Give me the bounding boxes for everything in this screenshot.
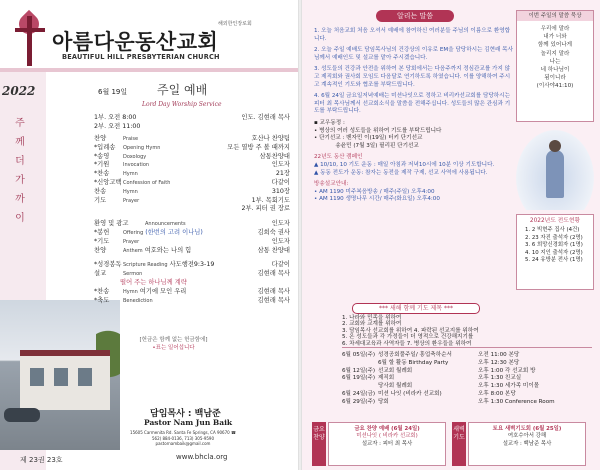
order-row: 찬양 Anthem 여호와는 나의 힘 삼통 찬양대 <box>94 246 290 254</box>
cross-logo-icon <box>10 10 50 66</box>
order-of-service <box>94 135 290 305</box>
verse-text: 우리에 말라 내가 너와 함께 있어나게 놀리지 말라 나는 네 하나님이 됨이니라 (이사야41:10) <box>536 26 574 90</box>
order-row: *기도 Prayer 인도자 <box>94 237 290 245</box>
issue-number: 제 23권 23호 <box>20 456 63 464</box>
monthly-schedule <box>342 352 582 407</box>
schedule-row: 6월 12일(주) 선교회 월례회 오후 1:00 각 선교회 방 <box>342 367 536 374</box>
order-row: 설교 Sermon 김현래 목사 <box>94 270 290 278</box>
schedule-row: 6월 05일(주) 성경공회풀주일/ 흥업축하순서 오전 11:00 본당 <box>342 352 520 358</box>
announcement-item: 1. 오늘 처음교회 처음 오셔서 예배에 참여하신 여러분들 주님의 이름으로 환영합니다. <box>314 28 511 42</box>
evangelism-item: 2. 23 자진 출석자 (2명) <box>525 234 583 241</box>
schedule-row: 6월 29일(주) 당회 오후 1:30 Conference Room <box>342 398 555 405</box>
order-row: 찬송 Hymn 310장 <box>94 187 290 195</box>
dawn-prayer-tag: 새벽기도 <box>452 422 466 466</box>
announcement-item: 4. 6월 24일 금요일저녁예배는 미션나잇으로 정하고 비리카선교회를 담당하시는 피터 최 목사님께서 선교회소식을 말씀을 전해주십니다. 성도들의 많은 관심과 기도를 부탁드립니다. <box>314 93 511 115</box>
church-header <box>0 0 298 66</box>
church-name-english: BEAUTIFUL HILL PRESBYTERIAN CHURCH <box>62 53 220 61</box>
service-title-english: Lord Day Worship Service <box>142 101 222 108</box>
campaign-item: ▲ 동동 전도가 운동: 참자는 동전을 제작 구제, 선교 사역에 사용됩니다. <box>314 169 488 176</box>
order-row: *봉헌 Offering (한번의 고려 이나님) 김희숙 권사 <box>94 228 290 236</box>
order-row: 기도 Prayer 1부. 목회기도 <box>94 196 290 204</box>
congregation-news-item: 송윤민 (7월 3일) 필리핀 단기선교 <box>314 142 419 149</box>
weekly-meetings <box>302 418 600 470</box>
schedule-row: 당사회 월례회 오후 1:30 세가족 미이몰 <box>378 383 540 390</box>
order-row: *찬송 Hymn 21장 <box>94 170 290 178</box>
evangelism-title: 2022년도 전도현황 <box>529 218 581 224</box>
order-row: *입례송 Opening Hymn 모든 열방 주 볼 때까지 <box>94 143 290 151</box>
service-title: 주일 예배 <box>157 83 208 97</box>
evangelism-status-box <box>516 214 594 290</box>
order-row: *찬송 Hymn 여기에 모인 우리 김현래 목사 <box>94 287 290 295</box>
radio-item: • AM 1190 미주복음방송 / 매주(주일) 오후4:00 <box>314 188 435 195</box>
church-building-photo <box>0 300 120 450</box>
evangelism-item: 3. 6 희망신경회자 (1명) <box>525 242 583 249</box>
radio-title: 방송설교안내: <box>314 181 349 188</box>
bulletin-cover-page <box>0 0 298 470</box>
order-row: 2부. 피터 권 장로 <box>241 205 290 213</box>
announcements-title: 알리는 말씀 <box>376 10 454 22</box>
church-website-link[interactable]: www.bhcla.org <box>176 453 228 461</box>
pastor-name-english: Pastor Nam Jun Baik <box>144 418 233 427</box>
announcements-body <box>314 28 514 210</box>
campaign-item: ▲ 10/10, 10 기도 운동 : 매일 아침과 저녁10시에 10분 이상 기도합니다. <box>314 161 495 168</box>
prayer-topics: 1. 나라와 민족을 위하여 2. 교회와 교계를 위하여 3. 담임목사 선교회를 위하여 4. 파락된 선교지를 위하여 5. 온 성도들과 각 가정들이 더 영적으로 건강해지기를 6. 차세대교육과 사역자들 7. 병상의 환우들을 위하여 <box>342 315 479 347</box>
schedule-divider <box>342 347 592 348</box>
evangelism-item: 5. 24 유방분 전사 (1명) <box>525 257 583 264</box>
evangelism-item: 4. 10 지인 출석자 (2명) <box>525 249 583 256</box>
sermon-title-row: 떨어 주는 하나님께 계략 <box>120 278 187 286</box>
evangelism-item: 1. 2 빅현주 집사 (4건) <box>525 227 580 233</box>
order-row: 찬양 Praise 호산나 찬양팀 <box>94 135 290 142</box>
friday-worship-box: 금요 찬양 예배 (6월 24일) 미션나잇 ( 비라카 선교회) 설교자 : 피터 최 목사 <box>328 422 446 466</box>
radio-item: • AM 1190 생명나무 시간/ 매주(화요일) 오후4:00 <box>314 196 440 203</box>
year-label: 2022 <box>2 84 36 98</box>
schedule-row: 6월 19일(주) 제직회 오후 1:30 친교실 <box>342 375 522 382</box>
campaign-title: 22년도 동산 캠페인 <box>314 154 363 161</box>
dawn-prayer-box: 토요 새벽기도회 (6월 25일) 여호수아서 강해 설교자 : 백남준 목사 <box>468 422 586 466</box>
service-times: 1부. 오전 8:00 인도. 김현래 목사 2부. 오전 11:00 <box>94 114 290 130</box>
announcements-page <box>302 0 600 470</box>
congregation-news-title: ▪ 교우동정 : <box>314 119 345 126</box>
church-address: 15605 Carmenita Rd. Santa Fe Springs, CA 90670 ☎ 562) 884-0136, 713) 305-9590 pastornambaik@gmail.com <box>130 430 236 446</box>
church-name-korean: 아름다운동산교회 <box>52 30 219 54</box>
schedule-row: 6월 할 활동 Birthday Party 오후 12:30 본당 <box>378 359 520 366</box>
friday-worship-tag: 금요찬양 <box>312 422 326 466</box>
praying-figure-illustration <box>516 130 594 210</box>
verse-meditation-box <box>516 10 594 122</box>
announcement-item: 2. 오늘 주일 예배도 담임목사님의 건강상의 이유로 EM을 담당하시는 김현래 목사님께서 예배인도 및 설교를 맡아 주시겠습니다. <box>314 47 513 61</box>
order-row: *기원 Invocation 인도자 <box>94 161 290 169</box>
congregation-news-item: • 병상의 여러 성도들을 위하여 기도를 부탁드립니다 <box>314 127 442 134</box>
schedule-row: 6월 24일(금) 미션 나잇 (비라카 선교회) 오후 8:00 본당 <box>342 390 516 397</box>
order-row: 환영 및 광고 Announcements 인도자 <box>94 220 290 228</box>
vertical-theme-text: 주 께 더 가 까 이 <box>15 118 25 224</box>
church-denomination: 해외한인장로회 <box>218 21 252 27</box>
prayer-topics-title: *** 새해 함께 기도 제목 *** <box>352 303 480 314</box>
service-date: 6월 19일 <box>98 88 128 96</box>
offering-note: [헌금은 함께 없는 헌금함에] •표는 일어섭니다 <box>139 337 208 351</box>
congregation-news-item: • 단기선교 : 벤자민 이(19일) 터키 단기선교 <box>314 135 423 142</box>
order-row: *성경봉독 Scripture Reading 사도행전9:3-19 다같이 <box>94 261 290 269</box>
announcement-item: 3. 성도들의 건강과 안전을 위하여 본 당회에서는 다음주까지 정심관교를 가지 않고 제직회와 권사회 모임도 다음달로 연기하도록 하였습니다. 이를 양해하여 주시고 계속적인 기도와 협조를 부탁드립니다. <box>314 66 511 88</box>
order-row: *송영 Doxology 삼통찬양대 <box>94 152 290 160</box>
verse-box-title: 이번 주일의 말씀 묵상 <box>517 11 593 21</box>
order-row: *축도 Benediction 김현래 목사 <box>94 296 290 304</box>
order-row: *신앙고백 Confession of Faith 다같이 <box>94 178 290 186</box>
pastor-name-korean: 담임목사 : 백남준 <box>150 409 221 419</box>
